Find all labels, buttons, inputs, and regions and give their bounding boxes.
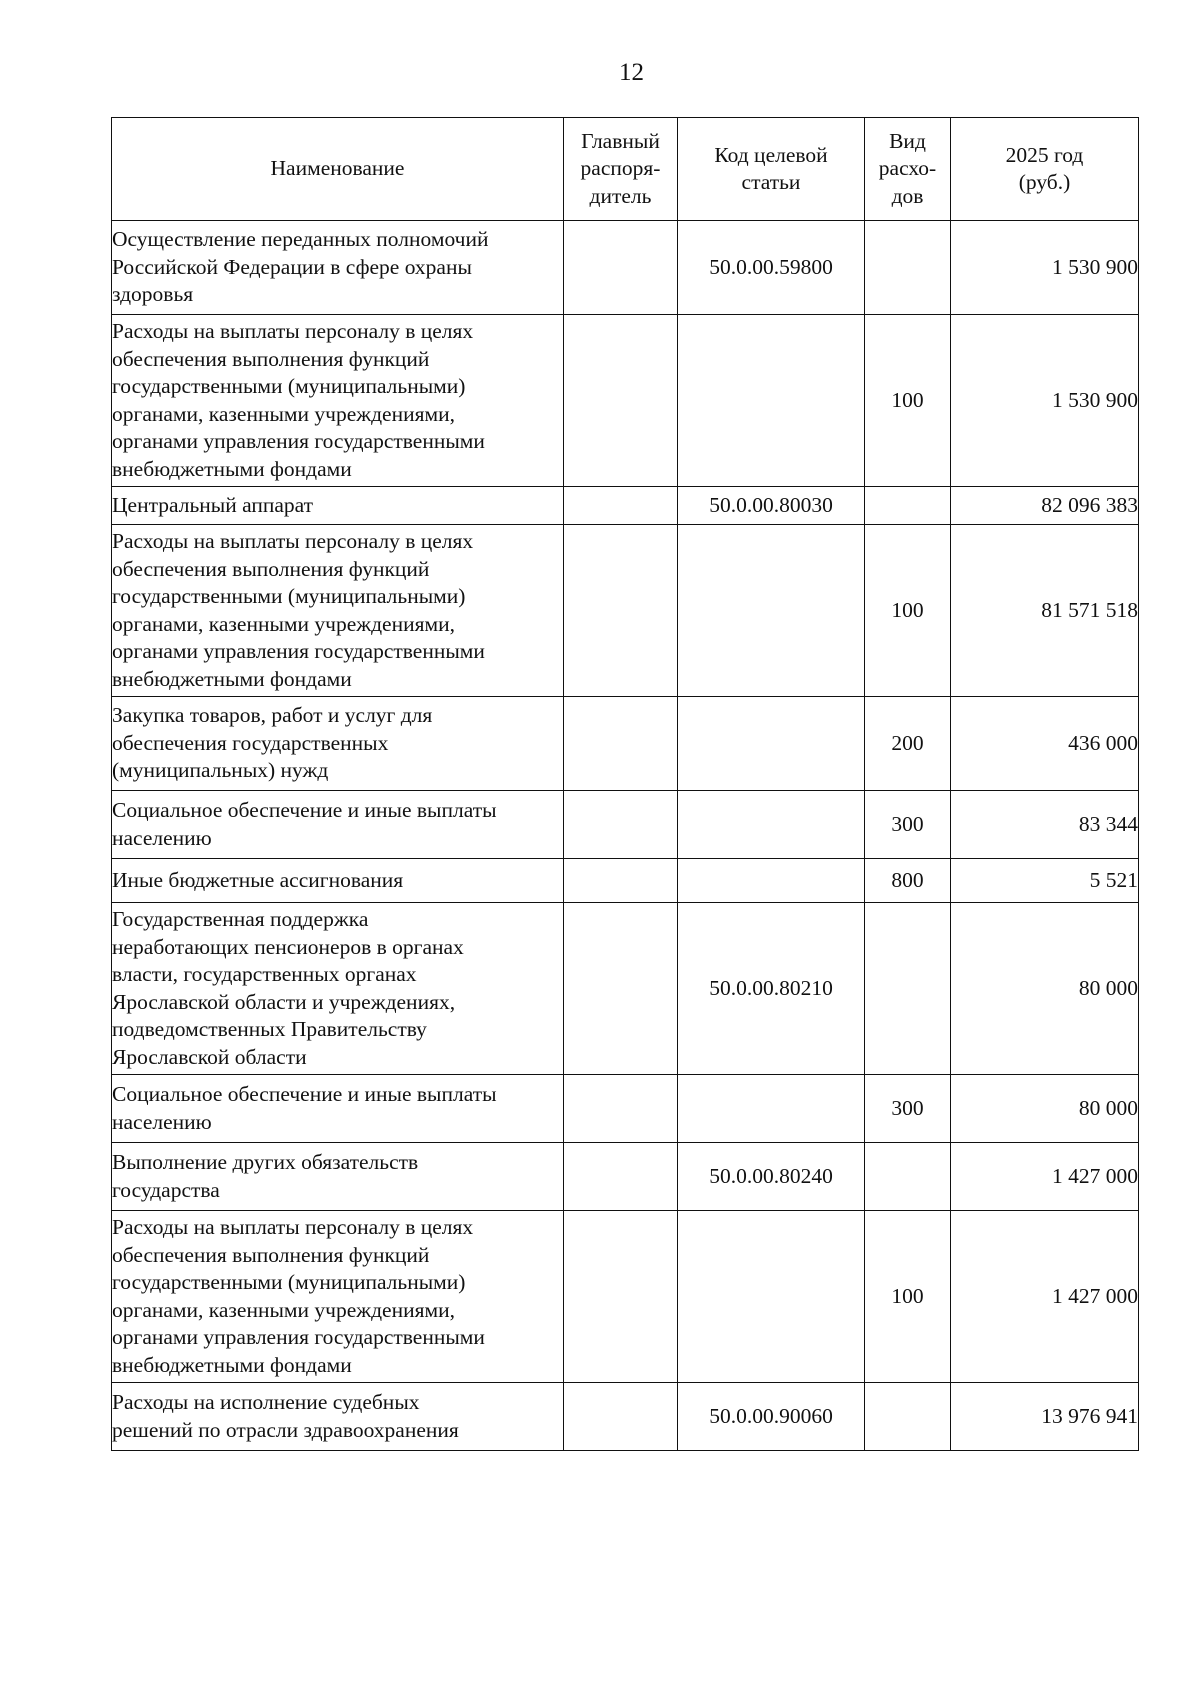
row-target-code xyxy=(678,315,865,487)
header-year: 2025 год (руб.) xyxy=(951,118,1139,221)
row-target-code xyxy=(678,525,865,697)
table-row xyxy=(112,1143,1139,1211)
row-main-manager xyxy=(564,859,678,903)
row-target-code: 50.0.00.80240 xyxy=(678,1143,865,1211)
row-name: Расходы на выплаты персоналу в целях обеспечения выполнения функций государственными (муниципальными) органами, казенными учреждениями, органами управления государственными внебюджетными фондами xyxy=(112,1211,564,1383)
row-target-code: 50.0.00.80210 xyxy=(678,903,865,1075)
row-expense-type: 300 xyxy=(865,1075,951,1143)
row-amount: 1 427 000 xyxy=(951,1211,1139,1383)
row-main-manager xyxy=(564,1143,678,1211)
table-row xyxy=(112,697,1139,791)
row-expense-type xyxy=(865,221,951,315)
row-target-code: 50.0.00.59800 xyxy=(678,221,865,315)
table-row xyxy=(112,791,1139,859)
row-name: Расходы на исполнение судебных решений по отрасли здравоохранения xyxy=(112,1383,564,1451)
row-main-manager xyxy=(564,221,678,315)
row-expense-type xyxy=(865,1143,951,1211)
table-body xyxy=(112,221,1139,1451)
table-row xyxy=(112,487,1139,525)
row-amount: 80 000 xyxy=(951,903,1139,1075)
row-expense-type: 100 xyxy=(865,315,951,487)
table-row xyxy=(112,1075,1139,1143)
row-main-manager xyxy=(564,1211,678,1383)
row-name: Социальное обеспечение и иные выплаты населению xyxy=(112,1075,564,1143)
row-target-code xyxy=(678,1211,865,1383)
header-expense-type: Вид расхо- дов xyxy=(865,118,951,221)
row-amount: 1 530 900 xyxy=(951,315,1139,487)
row-name: Социальное обеспечение и иные выплаты населению xyxy=(112,791,564,859)
row-expense-type: 300 xyxy=(865,791,951,859)
row-amount: 436 000 xyxy=(951,697,1139,791)
row-name: Закупка товаров, работ и услуг для обеспечения государственных (муниципальных) нужд xyxy=(112,697,564,791)
row-target-code: 50.0.00.80030 xyxy=(678,487,865,525)
row-name: Центральный аппарат xyxy=(112,487,564,525)
row-main-manager xyxy=(564,791,678,859)
table-header-row xyxy=(112,118,1139,221)
table-row xyxy=(112,1383,1139,1451)
row-name: Государственная поддержка неработающих пенсионеров в органах власти, государственных органах Ярославской области и учреждениях, подведомственных Правительству Ярославской области xyxy=(112,903,564,1075)
header-name: Наименование xyxy=(112,118,564,221)
row-amount: 83 344 xyxy=(951,791,1139,859)
row-main-manager xyxy=(564,903,678,1075)
table-row xyxy=(112,903,1139,1075)
row-main-manager xyxy=(564,697,678,791)
row-main-manager xyxy=(564,315,678,487)
row-amount: 13 976 941 xyxy=(951,1383,1139,1451)
row-main-manager xyxy=(564,1383,678,1451)
row-expense-type: 800 xyxy=(865,859,951,903)
row-name: Расходы на выплаты персоналу в целях обеспечения выполнения функций государственными (муниципальными) органами, казенными учреждениями, органами управления государственными внебюджетными фондами xyxy=(112,525,564,697)
table-row xyxy=(112,1211,1139,1383)
row-name: Выполнение других обязательств государства xyxy=(112,1143,564,1211)
row-expense-type xyxy=(865,1383,951,1451)
row-main-manager xyxy=(564,487,678,525)
row-amount: 5 521 xyxy=(951,859,1139,903)
row-amount: 80 000 xyxy=(951,1075,1139,1143)
row-target-code: 50.0.00.90060 xyxy=(678,1383,865,1451)
row-amount: 1 427 000 xyxy=(951,1143,1139,1211)
row-target-code xyxy=(678,697,865,791)
row-expense-type: 100 xyxy=(865,1211,951,1383)
row-amount: 81 571 518 xyxy=(951,525,1139,697)
row-expense-type xyxy=(865,903,951,1075)
budget-table xyxy=(111,117,1139,1451)
row-target-code xyxy=(678,859,865,903)
row-name: Осуществление переданных полномочий Российской Федерации в сфере охраны здоровья xyxy=(112,221,564,315)
header-target-code: Код целевой статьи xyxy=(678,118,865,221)
row-expense-type xyxy=(865,487,951,525)
row-amount: 1 530 900 xyxy=(951,221,1139,315)
header-main-manager: Главный распоря- дитель xyxy=(564,118,678,221)
row-expense-type: 100 xyxy=(865,525,951,697)
row-main-manager xyxy=(564,1075,678,1143)
row-amount: 82 096 383 xyxy=(951,487,1139,525)
table-row xyxy=(112,221,1139,315)
table-row xyxy=(112,315,1139,487)
row-target-code xyxy=(678,1075,865,1143)
row-expense-type: 200 xyxy=(865,697,951,791)
page-number: 12 xyxy=(619,59,644,86)
row-main-manager xyxy=(564,525,678,697)
row-target-code xyxy=(678,791,865,859)
table-row xyxy=(112,525,1139,697)
row-name: Иные бюджетные ассигнования xyxy=(112,859,564,903)
row-name: Расходы на выплаты персоналу в целях обеспечения выполнения функций государственными (муниципальными) органами, казенными учреждениями, органами управления государственными внебюджетными фондами xyxy=(112,315,564,487)
table-row xyxy=(112,859,1139,903)
